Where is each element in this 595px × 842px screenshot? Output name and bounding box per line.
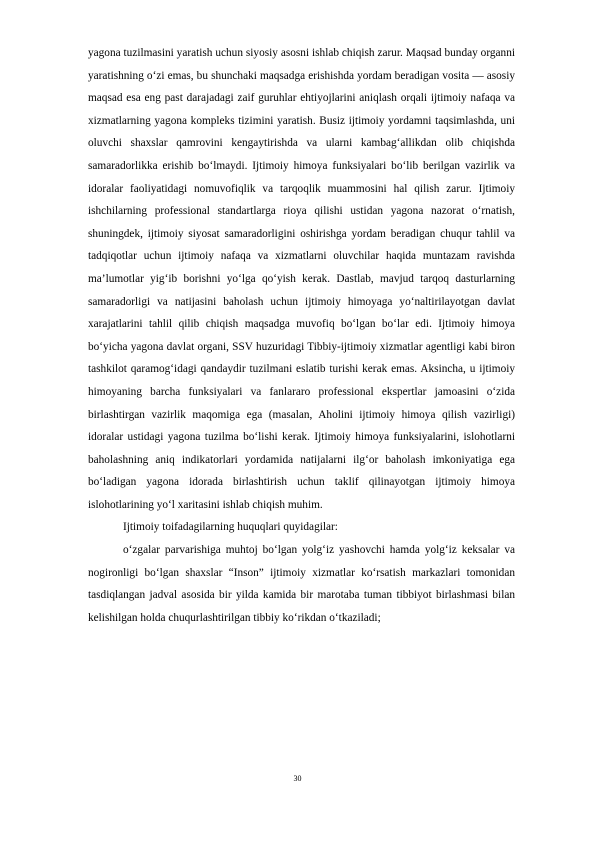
body-paragraph-1: yagona tuzilmasini yaratish uchun siyosiy asosni ishlab chiqish zarur. Maqsad bunday organni yaratishning o‘zi emas, bu shunchaki maqsadga erishishda yordam beradigan vosita — asosiy maqsad esa eng past darajadagi zaif guruhlar ehtiyojlarini aniqlash orqali ijtimoiy nafaqa va xizmatlarning yagona kompleks tizimini yaratish. Busiz ijtimoiy yordamni taqsimlashda, uni oluvchi shaxslar qamrovini kengaytirishda va ularni kambag‘allikdan olib chiqishda samaradorlikka erishib bo‘lmaydi. Ijtimoiy himoya funksiyalari bo‘lib berilgan vazirlik va idoralar faoliyatidagi nomuvofiqlik va tarqoqlik muammosini hal qilish zarur. Ijtimoiy ishchilarning professional standartlarga rioya qilishi ustidan yagona nazorat o‘rnatish, shuningdek, ijtimoiy siyosat samaradorligini oshirishga yordam beradigan chuqur tahlil va tadqiqotlar uchun ijtimoiy nafaqa va xizmatlarni oluvchilar haqida muntazam ravishda ma’lumotlar yig‘ib borishni yo‘lga qo‘yish kerak. Dastlab, mavjud tarqoq dasturlarning samaradorligi va natijasini baholash uchun ijtimoiy himoyaga yo‘naltirilayotgan davlat xarajatlarini tahlil qilib chiqish maqsadga muvofiq bo‘lgan bo‘lar edi. Ijtimoiy himoya bo‘yicha yagona davlat organi, SSV huzuridagi Tibbiy-ijtimoiy xizmatlar agentligi kabi biron tashkilot qaramog‘idagi qandaydir tuzilmani eslatib turishi kerak emas. Aksincha, u ijtimoiy himoyaning barcha funksiyalari va fanlararo professional ekspertlar jamoasini o‘zida birlashtirgan vazirlik maqomiga ega (masalan, Aholini ijtimoiy himoya qilish vazirligi) idoralar ustidagi yagona tuzilma bo‘lishi kerak. Ijtimoiy himoya funksiyalarini, islohotlarni baholashning aniq indikatorlari yordamida natijalarni ilg‘or baholash imkoniyatiga ega bo‘ladigan yagona idorada birlashtirish uchun taklif qilinayotgan ijtimoiy himoya islohotlarining yo‘l xaritasini ishlab chiqish muhim. (88, 47, 515, 511)
body-paragraph-3: o‘zgalar parvarishiga muhtoj bo‘lgan yolg‘iz yashovchi hamda yolg‘iz keksalar va nogironligi bo‘lgan shaxslar “Inson” ijtimoiy xizmatlar ko‘rsatish markazlari tomonidan tasdiqlangan jadval asosida bir yilda kamida bir marotaba tuman tibbiyot birlashmasi bilan kelishilgan holda chuqurlashtirilgan tibbiy ko‘rikdan o‘tkaziladi; (88, 544, 515, 624)
page-number: 30 (293, 774, 302, 783)
body-paragraph-2: Ijtimoiy toifadagilarning huquqlari quyidagilar: (123, 521, 338, 534)
document-body (88, 42, 515, 629)
